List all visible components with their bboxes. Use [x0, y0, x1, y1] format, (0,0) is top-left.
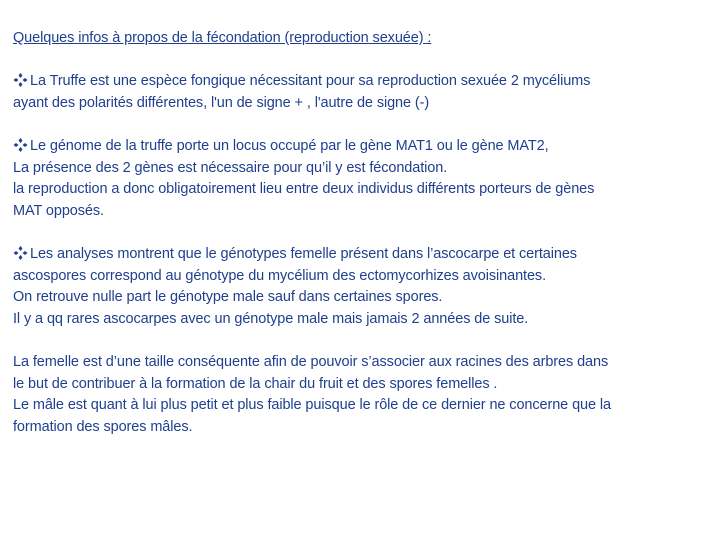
- section-truffe-polarity: [13, 71, 708, 114]
- slide-title: Quelques infos à propos de la fécondation (reproduction sexuée) :: [13, 30, 432, 46]
- section-line: Le mâle est quant à lui plus petit et plus faible puisque le rôle de ce dernier ne concerne que la: [13, 397, 611, 414]
- section-line: ascospores correspond au génotype du mycélium des ectomycorhizes avoisinantes.: [13, 267, 547, 284]
- four-diamond-bullet-icon: [13, 73, 28, 87]
- section-line: Le génome de la truffe porte un locus occupé par le gène MAT1 ou le gène MAT2,: [13, 136, 708, 158]
- section-line: ayant des polarités différentes, l'un de signe + , l'autre de signe (-): [13, 94, 430, 111]
- section-line: formation des spores mâles.: [13, 418, 193, 435]
- section-line: Il y a qq rares ascocarpes avec un génotype male mais jamais 2 années de suite.: [13, 310, 529, 327]
- section-line: On retrouve nulle part le génotype male sauf dans certaines spores.: [13, 289, 443, 306]
- section-line: La présence des 2 gènes est nécessaire pour qu’il y est fécondation.: [13, 159, 448, 176]
- section-line: la reproduction a donc obligatoirement lieu entre deux individus différents porteurs de gènes: [13, 181, 595, 198]
- section-line: La Truffe est une espèce fongique nécessitant pour sa reproduction sexuée 2 mycéliums: [13, 71, 708, 93]
- section-female-male: [13, 352, 708, 438]
- section-line: le but de contribuer à la formation de la chair du fruit et des spores femelles .: [13, 375, 498, 392]
- four-diamond-bullet-icon: [13, 246, 28, 260]
- four-diamond-bullet-icon: [13, 138, 28, 152]
- section-line: Les analyses montrent que le génotypes femelle présent dans l’ascocarpe et certaines: [13, 244, 708, 266]
- section-genome-mat: [13, 136, 708, 222]
- section-line: MAT opposés.: [13, 202, 104, 219]
- section-genotype-analyses: [13, 244, 708, 330]
- section-line: La femelle est d’une taille conséquente afin de pouvoir s’associer aux racines des arbres dans: [13, 353, 609, 370]
